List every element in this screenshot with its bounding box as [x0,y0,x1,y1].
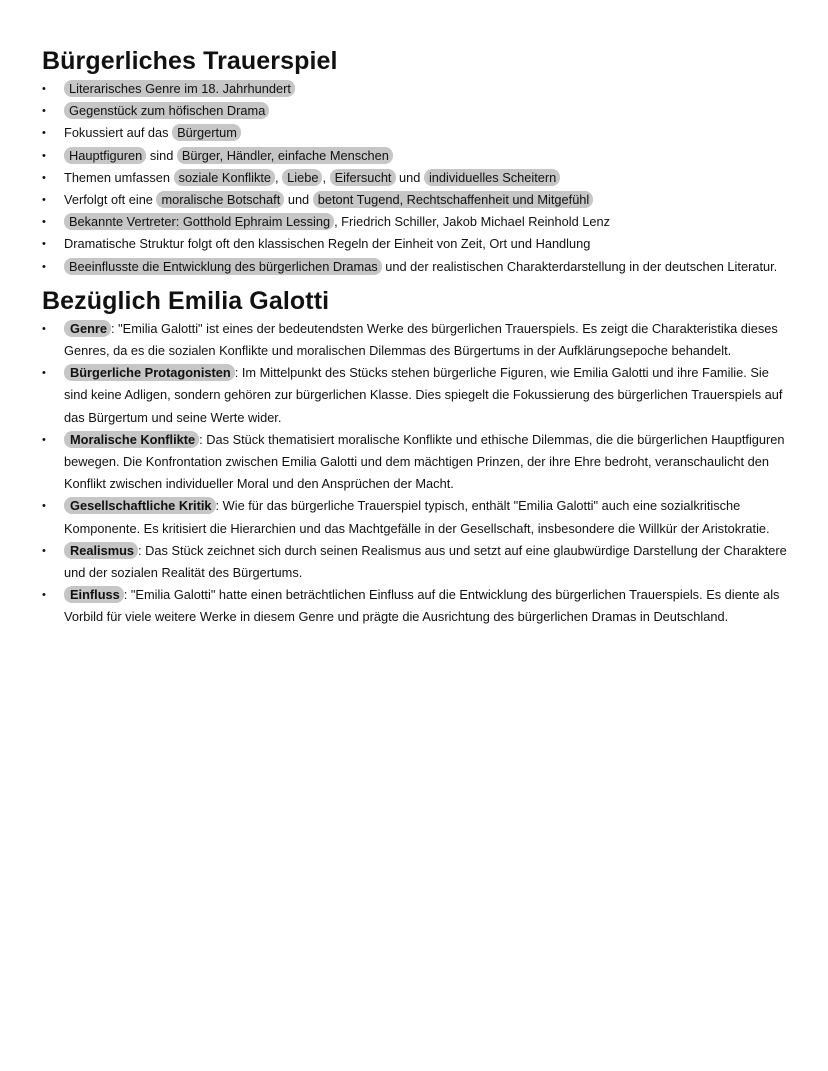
highlight-term: Realismus [64,542,138,559]
bullet-item [42,211,788,233]
bullet-item-protagonisten [42,362,788,429]
plain-text: Verfolgt oft eine [64,192,157,208]
plain-text: Dramatische Struktur folgt oft den klassischen Regeln der Einheit von Zeit, Ort und Handlung [64,236,591,252]
highlighted-text: betont Tugend, Rechtschaffenheit und Mitgefühl [313,191,594,208]
highlight-term: Gesellschaftliche Kritik [64,497,216,514]
bullet-item [42,167,788,189]
highlighted-text: Bürger, Händler, einfache Menschen [177,147,393,164]
bullet-text: : Das Stück thematisiert moralische Konflikte und ethische Dilemmas, die die bürgerlichen Hauptfiguren bewegen. Die Konfrontation zwischen Emilia Galotti und dem mächtigen Prinzen, der ihre Ehre bedroht, veranschaulicht den Konflikt zwischen individueller Moral und den Ansprüchen der Macht. [64,431,785,492]
bullet-text: : "Emilia Galotti" hatte einen beträchtlichen Einfluss auf die Entwicklung des bürgerlichen Trauerspiels. Es diente als Vorbild für viele weitere Werke in diesem Genre und prägte die Ausrichtung des bürgerlichen Dramas in Deutschland. [64,587,780,625]
bullet-text: : Das Stück zeichnet sich durch seinen Realismus aus und setzt auf eine glaubwürdige Darstellung der Charaktere und der sozialen Realität des Bürgertums. [64,542,787,581]
bullet-item-kritik [42,495,788,539]
bullet-item-konflikte [42,429,788,496]
plain-text: und [284,192,313,208]
heading-emilia-galotti: Bezüglich Emilia Galotti [42,286,330,315]
highlighted-text: Liebe [282,169,322,186]
highlighted-text: Bürgertum [172,124,241,141]
bullet-item [42,78,788,100]
bullet-item-realismus [42,540,788,584]
highlighted-text: soziale Konflikte [174,169,275,186]
highlighted-text: moralische Botschaft [156,191,284,208]
bullet-list-characteristics [42,78,788,278]
bullet-text: : Im Mittelpunkt des Stücks stehen bürgerliche Figuren, wie Emilia Galotti und ihre Familie. Sie sind keine Adligen, sondern gehören zur bürgerlichen Klasse. Dies spiegelt die Fokussierung des bürgerlichen Trauerspiels auf das Bürgertum und seine Werte wider. [64,365,783,425]
bullet-item [42,189,788,211]
bullet-item-einfluss [42,584,788,628]
highlighted-text: Eifersucht [330,169,396,186]
highlight-term: Genre [64,320,111,337]
plain-text: , Friedrich Schiller, Jakob Michael Reinhold Lenz [334,214,611,230]
bullet-item-genre [42,318,788,362]
highlighted-text: Gegenstück zum höfischen Drama [64,102,269,119]
plain-text: , [275,169,283,185]
plain-text: sind [146,147,177,163]
heading-buergerliches-trauerspiel: Bürgerliches Trauerspiel [42,47,338,75]
bullet-text: : Wie für das bürgerliche Trauerspiel typisch, enthält "Emilia Galotti" auch eine sozialkritische Komponente. Es kritisiert die Hierarchien und das Machtgefälle in der Gesellschaft, insbesondere die Willkür der Aristokratie. [64,498,770,536]
highlight-term: Bürgerliche Protagonisten [64,364,235,381]
bullet-item [42,145,788,167]
highlighted-text: individuelles Scheitern [424,169,560,186]
highlighted-text: Hauptfiguren [64,147,146,164]
plain-text: Themen umfassen [64,169,174,185]
bullet-item [42,122,788,144]
highlighted-text: Literarisches Genre im 18. Jahrhundert [64,80,295,97]
highlight-term: Moralische Konflikte [64,431,199,448]
highlighted-text: Beeinflusste die Entwicklung des bürgerlichen Dramas [64,258,382,275]
highlighted-text: Bekannte Vertreter: Gotthold Ephraim Lessing [64,213,334,230]
plain-text: Fokussiert auf das [64,125,173,141]
plain-text: , [322,169,330,185]
bullet-text: : "Emilia Galotti" ist eines der bedeutendsten Werke des bürgerlichen Trauerspiels. Es zeigt die Charakteristika dieses Genres, da es die sozialen Konflikte und moralischen Dilemmas des Bürgertums in der Aufklärungsepoche behandelt. [64,320,778,359]
bullet-item [42,100,788,122]
plain-text: und der realistischen Charakterdarstellung in der deutschen Literatur. [381,258,778,274]
bullet-list-emilia-galotti [42,318,788,629]
bullet-item [42,256,788,278]
plain-text: und [395,169,424,185]
highlight-term: Einfluss [64,586,124,603]
bullet-item [42,233,788,255]
